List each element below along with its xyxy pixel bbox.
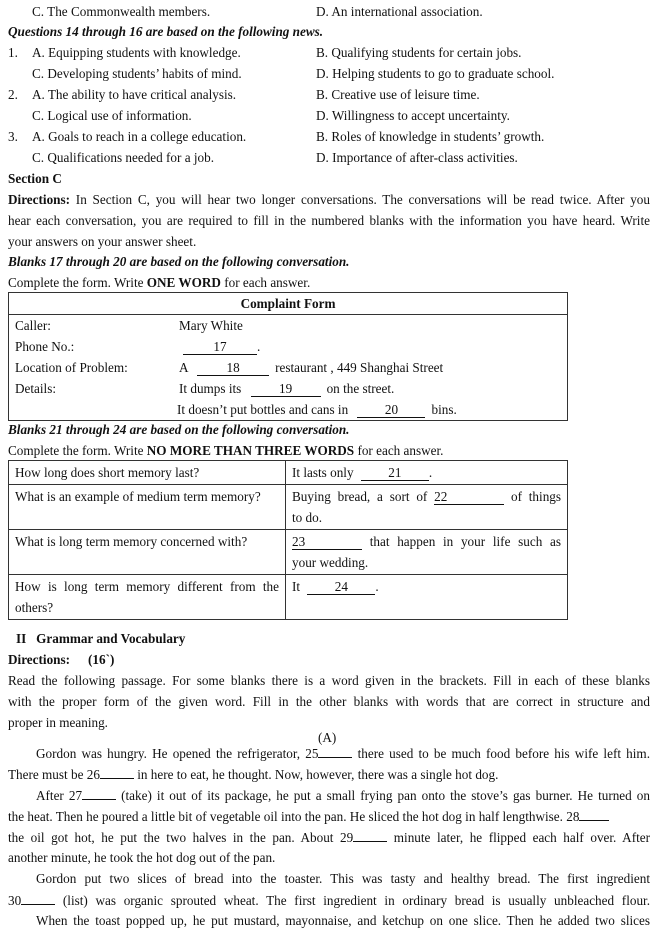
grammar-intro-line3: proper in meaning.: [8, 715, 108, 730]
instruction-emphasis: ONE WORD: [146, 275, 221, 290]
answer-prefix: It: [292, 579, 301, 594]
table-answer: [286, 530, 568, 575]
blanks-17-20-instruction: [8, 275, 310, 291]
answer-suffix: .: [428, 465, 433, 480]
memory-table: [8, 460, 568, 620]
passage-line: When the toast popped up, he put mustard, mayonnaise, and ketchup on one slice. Then he added two slices: [36, 913, 650, 928]
passage-line: another minute, he took the hot dog out of the pan.: [8, 850, 276, 865]
grammar-intro-line2: with the proper form of the given word. Fill in the other blanks with words that are correct in structure and: [8, 694, 650, 709]
option-c: C. Qualifications needed for a job.: [32, 150, 215, 165]
answer-continued: to do.: [292, 510, 323, 525]
blanks-17-20-heading: Blanks 17 through 20 are based on the following conversation.: [8, 254, 350, 269]
passage-text: Gordon was hungry. He opened the refrigerator, 25: [36, 746, 319, 761]
passage-text: 30: [8, 893, 22, 908]
instruction-text: Complete the form. Write: [8, 443, 147, 458]
answer-blank-28[interactable]: [579, 808, 609, 821]
passage-line: Gordon put two slices of bread into the toaster. This was tasty and healthy bread. The first ingredient: [36, 871, 650, 886]
passage-text: After 27: [36, 788, 83, 803]
instruction-text: for each answer.: [354, 443, 444, 458]
directions-label: Directions:: [8, 192, 71, 207]
option-c: C. Developing students’ habits of mind.: [32, 66, 242, 81]
option-a: A. Equipping students with knowledge.: [32, 45, 241, 60]
passage-text: (take) it out of its package, he put a small frying pan onto the stove’s gas burner. He turned on: [116, 788, 650, 803]
details-prefix: It dumps its: [179, 381, 242, 396]
passage-text: minute later, he flipped each half over. After: [387, 830, 651, 845]
option-c: C. Logical use of information.: [32, 108, 192, 123]
passage-label: (A): [318, 730, 337, 745]
passage-text: the oil got hot, he put the two halves in the pan. About 29: [8, 830, 354, 845]
section-c-directions-line3: your answers on your answer sheet.: [8, 234, 197, 249]
answer-blank-18[interactable]: 18: [197, 361, 269, 376]
details-suffix: bins.: [431, 402, 457, 417]
answer-prefix: Buying bread, a sort of: [292, 489, 428, 504]
caller-value: Mary White: [179, 318, 243, 333]
table-question: What is long term memory concerned with?: [9, 530, 286, 575]
section-c-title: Section C: [8, 171, 62, 186]
question-number: 3.: [8, 129, 18, 144]
passage-line: [36, 745, 650, 762]
answer-prefix: It lasts only: [292, 465, 354, 480]
option-d-prev: D. An international association.: [316, 4, 483, 19]
answer-suffix: .: [375, 579, 379, 594]
directions-text: In Section C, you will hear two longer conversations. The conversations will be read twice. After you: [75, 192, 650, 207]
answer-suffix: of things: [510, 489, 562, 504]
directions-label: Directions:: [8, 652, 71, 667]
instruction-text: Complete the form. Write: [8, 275, 147, 290]
details-value-1: [179, 378, 568, 399]
option-a: A. The ability to have critical analysis.: [32, 87, 237, 102]
question-number: 1.: [8, 45, 18, 60]
option-d: D. Importance of after-class activities.: [316, 150, 518, 165]
caller-label: Caller:: [15, 318, 51, 333]
instruction-text: for each answer.: [220, 275, 311, 290]
passage-text: there used to be much food before his wife left him.: [352, 746, 650, 761]
location-prefix: A: [179, 360, 188, 375]
question-number: 2.: [8, 87, 18, 102]
passage-line: [8, 892, 650, 909]
q14-16-heading: Questions 14 through 16 are based on the following news.: [8, 24, 324, 39]
phone-value: 17 .: [179, 336, 568, 357]
location-value: [179, 357, 568, 378]
details-label: Details:: [15, 381, 57, 396]
phone-label: Phone No.:: [15, 339, 75, 354]
table-question: How long does short memory last?: [9, 461, 286, 485]
answer-blank-22[interactable]: 22: [434, 490, 504, 505]
option-c-prev: C. The Commonwealth members.: [32, 4, 211, 19]
answer-blank-29[interactable]: [353, 829, 387, 842]
passage-text: There must be 26: [8, 767, 100, 782]
option-d: D. Helping students to go to graduate school.: [316, 66, 555, 81]
option-b: B. Qualifying students for certain jobs.: [316, 45, 522, 60]
form-title: Complaint Form: [9, 293, 568, 315]
blanks-21-24-instruction: [8, 443, 443, 459]
details-prefix: It doesn’t put bottles and cans in: [177, 402, 349, 417]
answer-continued: your wedding.: [292, 555, 369, 570]
passage-text: in here to eat, he thought. Now, however, there was a single hot dog.: [133, 767, 499, 782]
details-suffix: on the street.: [326, 381, 395, 396]
question-line1: How is long term memory different from the: [15, 579, 279, 594]
table-answer: [286, 485, 568, 530]
option-b: B. Roles of knowledge in students’ growth.: [316, 129, 545, 144]
section-c-directions-line1: [8, 192, 650, 208]
answer-blank-20[interactable]: 20: [357, 403, 425, 418]
section-c-directions-line2: hear each conversation, you are required to fill in the numbered blanks with the information you have heard. Write: [8, 213, 650, 228]
answer-blank-23[interactable]: 23: [292, 535, 362, 550]
table-question: [9, 575, 286, 620]
passage-text: (list) was organic sprouted wheat. The first ingredient in ordinary bread is usually unbleached flour.: [55, 893, 650, 908]
answer-blank-25[interactable]: [318, 745, 352, 758]
passage-line: [36, 787, 650, 804]
answer-blank-24[interactable]: 24: [307, 580, 375, 595]
passage-line: [8, 808, 650, 825]
answer-blank-30[interactable]: [21, 892, 55, 905]
answer-blank-17[interactable]: 17: [183, 340, 257, 355]
table-answer: [286, 461, 568, 485]
answer-blank-19[interactable]: 19: [251, 382, 321, 397]
passage-text: the heat. Then he poured a little bit of vegetable oil into the pan. He sliced the hot dog in half lengthwise. 28: [8, 809, 580, 824]
passage-line: [8, 829, 650, 846]
instruction-emphasis: NO MORE THAN THREE WORDS: [146, 443, 355, 458]
blanks-21-24-heading: Blanks 21 through 24 are based on the following conversation.: [8, 422, 350, 437]
option-a: A. Goals to reach in a college education.: [32, 129, 247, 144]
answer-blank-21[interactable]: 21: [361, 466, 429, 481]
question-line2: others?: [15, 600, 54, 615]
grammar-intro-line1: Read the following passage. For some blanks there is a word given in the brackets. Fill in each of these blanks: [8, 673, 650, 688]
answer-suffix: that happen in your life such as: [369, 534, 561, 549]
complaint-form: [8, 292, 568, 421]
grammar-title: II Grammar and Vocabulary: [16, 631, 186, 646]
table-answer: [286, 575, 568, 620]
location-suffix: restaurant , 449 Shanghai Street: [275, 360, 444, 375]
option-b: B. Creative use of leisure time.: [316, 87, 480, 102]
location-label: Location of Problem:: [15, 360, 128, 375]
option-d: D. Willingness to accept uncertainty.: [316, 108, 510, 123]
answer-blank-26[interactable]: [100, 766, 134, 779]
table-question: What is an example of medium term memory?: [9, 485, 286, 530]
passage-line: [8, 766, 498, 783]
answer-blank-27[interactable]: [82, 787, 116, 800]
directions-points: (16`): [88, 652, 115, 667]
grammar-directions: [8, 652, 114, 668]
details-value-2: [179, 399, 568, 421]
